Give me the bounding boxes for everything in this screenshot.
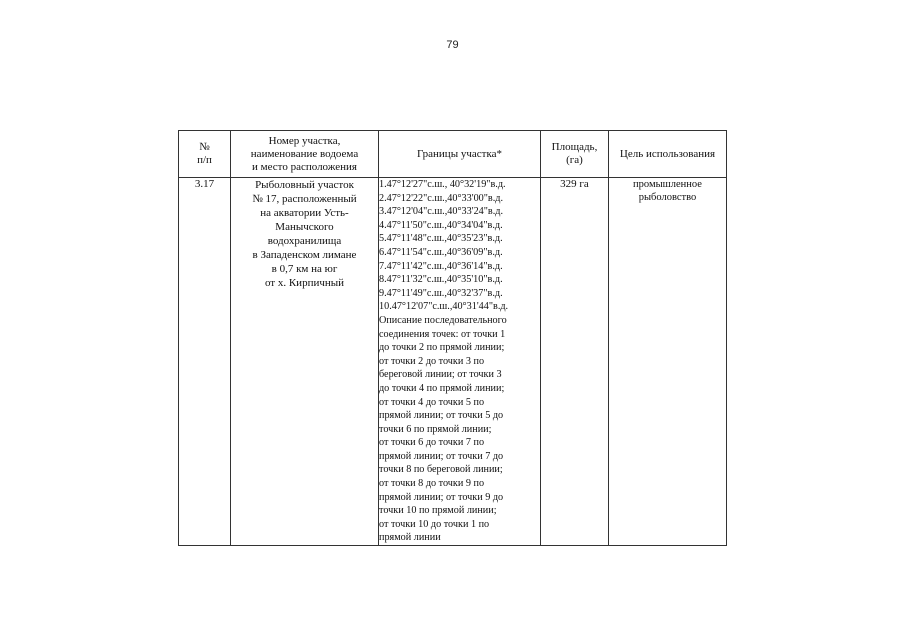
header-area-line: (га) bbox=[566, 154, 583, 166]
area-name-line: № 17, расположенный bbox=[252, 193, 357, 205]
connection-description-line: прямой линии; от точки 5 до bbox=[379, 410, 504, 422]
area-name-line: водохранилища bbox=[267, 235, 342, 247]
table-row bbox=[179, 178, 727, 546]
area-name-line: Рыболовный участок bbox=[255, 179, 354, 191]
fishing-area-table bbox=[178, 130, 727, 546]
connection-description-line: до точки 2 по прямой линии; bbox=[379, 342, 505, 354]
connection-description-line: от точки 8 до точки 9 по bbox=[379, 478, 485, 490]
connection-description-line: до точки 4 по прямой линии; bbox=[379, 382, 505, 394]
coordinate-point: 5.47°11'48"с.ш.,40°35'23"в.д. bbox=[379, 233, 503, 245]
coordinate-point: 1.47°12'27"с.ш., 40°32'19"в.д. bbox=[379, 179, 506, 190]
header-num-line: п/п bbox=[197, 154, 212, 166]
coordinate-point: 4.47°11'50"с.ш.,40°34'04"в.д. bbox=[379, 219, 503, 231]
area-name-line: в Западенском лимане bbox=[252, 249, 357, 261]
area-name-line: от х. Кирпичный bbox=[264, 277, 345, 289]
area-name-cell bbox=[231, 178, 379, 546]
coordinate-point: 6.47°11'54"с.ш.,40°36'09"в.д. bbox=[379, 246, 503, 258]
header-name bbox=[231, 131, 379, 178]
boundaries-cell bbox=[379, 178, 541, 546]
coordinate-point: 7.47°11'42"с.ш.,40°36'14"в.д. bbox=[379, 260, 503, 272]
area-cell: 329 га bbox=[541, 178, 609, 546]
row-number: 3.17 bbox=[179, 178, 231, 546]
connection-description-line: от точки 4 до точки 5 по bbox=[379, 396, 485, 408]
header-area-line: Площадь, bbox=[551, 141, 598, 153]
page-number: 79 bbox=[446, 39, 459, 51]
connection-description-line: от точки 2 до точки 3 по bbox=[379, 355, 485, 367]
area-name-line: Манычского bbox=[275, 221, 334, 233]
header-bounds bbox=[379, 131, 541, 178]
header-name-line: и место расположения bbox=[252, 160, 357, 173]
coordinate-point: 3.47°12'04"с.ш.,40°33'24"в.д. bbox=[379, 206, 503, 218]
header-name-line: Номер участка, bbox=[268, 134, 341, 147]
coordinate-point: 10.47°12'07"с.ш.,40°31'44"в.д. bbox=[379, 301, 509, 313]
header-name-line: наименование водоема bbox=[250, 147, 359, 160]
area-name-line: в 0,7 км на юг bbox=[271, 263, 338, 275]
header-num bbox=[179, 131, 231, 178]
connection-description-line: береговой линии; от точки 3 bbox=[379, 369, 502, 381]
area-name-line: на акватории Усть- bbox=[260, 207, 349, 219]
purpose-cell bbox=[609, 178, 727, 546]
connection-description-line: соединения точек: от точки 1 bbox=[379, 328, 506, 340]
connection-description-line: прямой линии bbox=[379, 532, 441, 544]
coordinate-point: 2.47°12'22"с.ш.,40°33'00"в.д. bbox=[379, 192, 503, 204]
coordinate-point: 9.47°11'49"с.ш.,40°32'37"в.д. bbox=[379, 287, 503, 299]
header-area bbox=[541, 131, 609, 178]
header-purpose bbox=[609, 131, 727, 178]
coordinate-point: 8.47°11'32"с.ш.,40°35'10"в.д. bbox=[379, 274, 503, 286]
connection-description-line: точки 8 по береговой линии; bbox=[379, 464, 503, 476]
connection-description-line: прямой линии; от точки 7 до bbox=[379, 450, 504, 462]
connection-description-line: точки 6 по прямой линии; bbox=[379, 423, 492, 435]
connection-description-line: от точки 6 до точки 7 по bbox=[379, 437, 485, 449]
connection-description-line: прямой линии; от точки 9 до bbox=[379, 491, 504, 503]
purpose-line: рыболовство bbox=[638, 192, 697, 203]
connection-description-line: от точки 10 до точки 1 по bbox=[379, 518, 490, 530]
header-bounds-line: Границы участка* bbox=[416, 147, 502, 160]
header-num-line: № bbox=[199, 141, 210, 153]
header-purpose-line: Цель использования bbox=[619, 147, 716, 160]
connection-description-line: точки 10 по прямой линии; bbox=[379, 505, 497, 517]
table-header-row bbox=[179, 131, 727, 178]
connection-description-line: Описание последовательного bbox=[379, 314, 507, 326]
purpose-line: промышленное bbox=[633, 179, 702, 190]
